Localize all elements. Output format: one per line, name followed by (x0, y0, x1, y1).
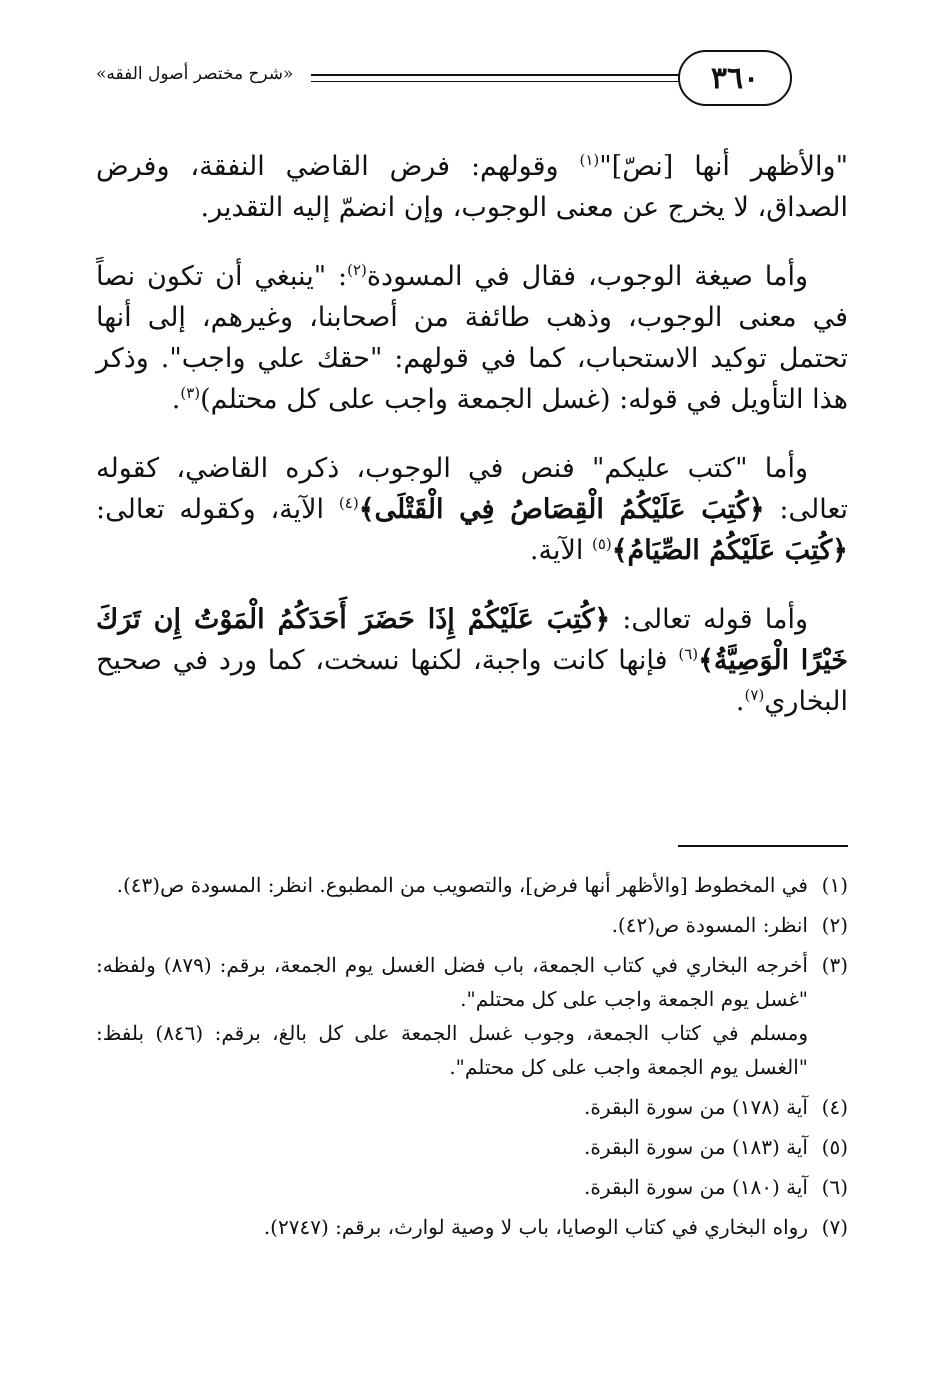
footnote-number: (٧) (821, 1215, 848, 1239)
footnote-6 (96, 1170, 848, 1204)
text-run: الآية، وكقوله تعالى: (96, 494, 339, 525)
footnote-3 (96, 948, 848, 1084)
text-run: فإنها كانت واجبة، لكنها نسخت، كما ورد في صحيح البخاري (96, 645, 848, 717)
text-run: . (171, 384, 181, 415)
text-run: وأما قوله تعالى: (610, 604, 808, 635)
footnote-text (96, 908, 808, 942)
footnote-ref: (١) (579, 151, 600, 169)
footnote-4 (96, 1090, 848, 1124)
footnote-line: ومسلم في كتاب الجمعة، وجوب غسل الجمعة على كل بالغ، برقم: (٨٤٦) بلفظ: "الغسل يوم الجمعة واجب على كل محتلم". (96, 1021, 808, 1079)
footnote-line: أخرجه البخاري في كتاب الجمعة، باب فضل الغسل يوم الجمعة، برقم: (٨٧٩) ولفظه: "غسل يوم الجمعة واجب على كل محتلم". (96, 953, 808, 1011)
footnote-line: في المخطوط [والأظهر أنها فرض]، والتصويب من المطبوع. انظر: المسودة ص(٤٣). (116, 873, 808, 897)
quran-verse: ﴿كُتِبَ عَلَيْكُمُ الصِّيَامُ﴾ (611, 535, 848, 566)
footnote-line: آية (١٨٠) من سورة البقرة. (584, 1175, 808, 1199)
footnote-line: انظر: المسودة ص(٤٢). (611, 913, 808, 937)
footnote-number: (٢) (821, 913, 848, 937)
footnote-ref: (٣) (180, 384, 201, 402)
footnote-line: رواه البخاري في كتاب الوصايا، باب لا وصية لوارث، برقم: (٢٧٤٧). (263, 1215, 808, 1239)
footnote-ref: (٥) (591, 535, 612, 553)
text-run: وقولهم: فرض القاضي النفقة، وفرض الصداق، لا يخرج عن معنى الوجوب، وإن انضمّ إليه التقدير. (96, 151, 848, 223)
footnote-line: آية (١٧٨) من سورة البقرة. (584, 1095, 808, 1119)
footnote-text (96, 1210, 808, 1244)
footnote-text (96, 1090, 808, 1124)
footnote-number: (٣) (821, 953, 848, 977)
text-run: وأما صيغة الوجوب، فقال في المسودة (366, 261, 808, 292)
footnote-number: (١) (821, 873, 848, 897)
quran-verse: ﴿كُتِبَ عَلَيْكُمْ إِذَا حَضَرَ أَحَدَكُمُ الْمَوْتُ إِن تَرَكَ خَيْرًا الْوَصِيَّةُ﴾ (96, 604, 848, 676)
running-title: «شرح مختصر أصول الفقه» (96, 64, 294, 84)
footnote-ref: (٤) (338, 494, 359, 512)
footnote-ref: (٢) (347, 261, 367, 279)
footnote-ref: (٧) (744, 686, 765, 704)
paragraph-2 (96, 256, 848, 420)
main-text (96, 146, 848, 750)
paragraph-4 (96, 599, 848, 722)
text-run: وأما "كتب عليكم" فنص في الوجوب، ذكره القاضي، كقوله تعالى: (96, 453, 849, 525)
paragraph-3 (96, 448, 848, 571)
footnote-7 (96, 1210, 848, 1244)
footnote-number: (٦) (821, 1175, 848, 1199)
footnotes (96, 868, 848, 1250)
footnote-1 (96, 868, 848, 902)
paragraph-1 (96, 146, 848, 228)
footnote-text (96, 868, 808, 902)
footnote-separator (678, 845, 848, 847)
footnote-text (96, 1170, 808, 1204)
text-run: الآية. (529, 535, 592, 566)
page-header (96, 48, 848, 114)
text-run: "والأظهر أنها [نصّ]" (599, 151, 848, 182)
footnote-ref: (٦) (678, 645, 699, 663)
footnote-number: (٥) (821, 1135, 848, 1159)
footnote-line: آية (١٨٣) من سورة البقرة. (584, 1135, 808, 1159)
quran-verse: ﴿كُتِبَ عَلَيْكُمُ الْقِصَاصُ فِي الْقَتْلَى﴾ (358, 494, 765, 525)
footnote-text (96, 948, 808, 1084)
text-run: : "ينبغي أن تكون نصاً في معنى الوجوب، وذهب طائفة من أصحابنا، وغيرهم، إلى أنها تحتمل توكيد الاستحباب، كما في قولهم: "حقك علي واجب". وذكر هذا التأويل في قوله: (غسل الجمعة واجب على كل محتلم) (96, 261, 848, 415)
footnote-text (96, 1130, 808, 1164)
footnote-2 (96, 908, 848, 942)
footnote-5 (96, 1130, 848, 1164)
text-run: . (735, 686, 745, 717)
page-number: ٣٦٠ (678, 50, 792, 106)
footnote-number: (٤) (821, 1095, 848, 1119)
